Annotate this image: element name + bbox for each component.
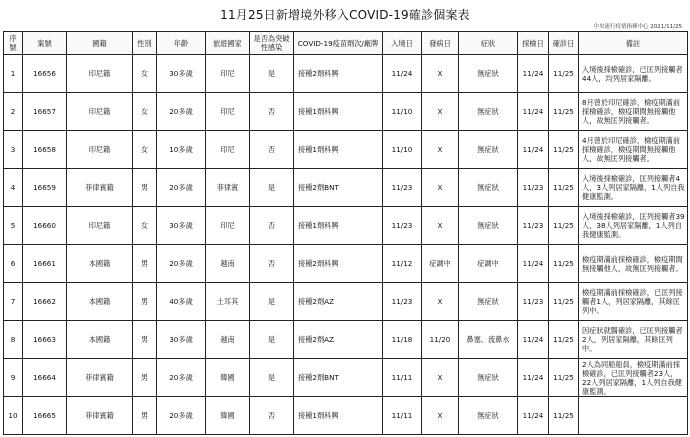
confirm-date-cell: 11/25	[549, 283, 579, 321]
test-date-cell: 11/24	[518, 321, 549, 359]
nationality-cell: 印尼籍	[67, 131, 133, 169]
onset-date-cell: X	[422, 169, 459, 207]
sex-cell: 男	[133, 283, 157, 321]
case-id-cell: 16661	[23, 245, 67, 283]
travel-country-cell: 印尼	[206, 131, 250, 169]
case-id-cell: 16660	[23, 207, 67, 245]
onset-date-cell: X	[422, 131, 459, 169]
case-id-cell: 16664	[23, 359, 67, 397]
sex-cell: 女	[133, 131, 157, 169]
symptom-cell: 無症狀	[459, 359, 518, 397]
sex-cell: 男	[133, 245, 157, 283]
column-header: 確診日	[549, 32, 579, 55]
age-cell: 30多歲	[157, 55, 206, 93]
column-header: 入境日	[383, 32, 422, 55]
sex-cell: 男	[133, 359, 157, 397]
test-date-cell: 11/24	[518, 93, 549, 131]
note-cell: 4月曾於印尼確診，檢疫期滿前採檢確診，檢疫期間無接觸他人，故無匡列接觸者。	[579, 131, 688, 169]
note-cell	[579, 397, 688, 435]
page-title: 11月25日新增境外移入COVID-19確診個案表	[220, 8, 470, 22]
symptom-cell: 無症狀	[459, 93, 518, 131]
vaccine-cell: 接種1劑科興	[294, 207, 383, 245]
test-date-cell: 11/24	[518, 131, 549, 169]
breakthrough-cell: 否	[250, 131, 294, 169]
seq-cell: 7	[4, 283, 23, 321]
symptom-cell: 無症狀	[459, 283, 518, 321]
source-note: 中央流行疫情指揮中心 2021/11/25	[593, 24, 682, 30]
note-cell: 8月曾於印尼確診，檢疫期滿前採檢確診，檢疫期間無接觸他人，故無匡列接觸者。	[579, 93, 688, 131]
note-cell: 檢疫期滿前採檢確診，檢疫期間無接觸他人，故無匡列接觸者。	[579, 245, 688, 283]
travel-country-cell: 越南	[206, 245, 250, 283]
table-row	[4, 359, 688, 397]
onset-date-cell: X	[422, 93, 459, 131]
entry-date-cell: 11/12	[383, 245, 422, 283]
age-cell: 20多歲	[157, 93, 206, 131]
onset-date-cell: X	[422, 283, 459, 321]
confirm-date-cell: 11/25	[549, 169, 579, 207]
table-row	[4, 283, 688, 321]
age-cell: 30多歲	[157, 321, 206, 359]
confirm-date-cell: 11/25	[549, 207, 579, 245]
seq-cell: 1	[4, 55, 23, 93]
column-header: COVID-19疫苗劑次/廠牌	[294, 32, 383, 55]
column-header: 是否為突破性感染	[250, 32, 294, 55]
note-cell: 入境後採檢確診，匡列接觸者39人，38人列居家隔離，1人列自我健康監測。	[579, 207, 688, 245]
nationality-cell: 印尼籍	[67, 207, 133, 245]
entry-date-cell: 11/10	[383, 93, 422, 131]
nationality-cell: 印尼籍	[67, 93, 133, 131]
column-header: 發病日	[422, 32, 459, 55]
nationality-cell: 菲律賓籍	[67, 169, 133, 207]
breakthrough-cell: 是	[250, 55, 294, 93]
age-cell: 20多歲	[157, 397, 206, 435]
sex-cell: 女	[133, 55, 157, 93]
vaccine-cell: 接種2劑科興	[294, 55, 383, 93]
column-header: 採檢日	[518, 32, 549, 55]
travel-country-cell: 土耳其	[206, 283, 250, 321]
entry-date-cell: 11/18	[383, 321, 422, 359]
symptom-cell: 無症狀	[459, 207, 518, 245]
note-cell: 2人為同船船員，檢疫期滿前採檢確診，已匡列接觸者23人，22人列居家隔離，1人列自我健康監測。	[579, 359, 688, 397]
age-cell: 20多歲	[157, 169, 206, 207]
vaccine-cell: 接種2劑AZ	[294, 283, 383, 321]
entry-date-cell: 11/24	[383, 55, 422, 93]
case-id-cell: 16658	[23, 131, 67, 169]
sex-cell: 男	[133, 169, 157, 207]
test-date-cell: 11/23	[518, 169, 549, 207]
test-date-cell: 11/24	[518, 55, 549, 93]
column-header: 備註	[579, 32, 688, 55]
table-row	[4, 55, 688, 93]
confirm-date-cell: 11/25	[549, 93, 579, 131]
column-header: 序號	[4, 32, 23, 55]
travel-country-cell: 越南	[206, 321, 250, 359]
sex-cell: 女	[133, 207, 157, 245]
age-cell: 10多歲	[157, 131, 206, 169]
table-row	[4, 321, 688, 359]
breakthrough-cell: 是	[250, 321, 294, 359]
breakthrough-cell: 是	[250, 283, 294, 321]
entry-date-cell: 11/11	[383, 397, 422, 435]
age-cell: 30多歲	[157, 207, 206, 245]
symptom-cell: 無症狀	[459, 131, 518, 169]
age-cell: 40多歲	[157, 283, 206, 321]
breakthrough-cell: 否	[250, 245, 294, 283]
breakthrough-cell: 是	[250, 359, 294, 397]
vaccine-cell: 接種1劑科興	[294, 93, 383, 131]
table-row	[4, 207, 688, 245]
case-id-cell: 16656	[23, 55, 67, 93]
onset-date-cell: X	[422, 359, 459, 397]
vaccine-cell: 接種1劑科興	[294, 131, 383, 169]
confirm-date-cell: 11/25	[549, 245, 579, 283]
breakthrough-cell: 否	[250, 207, 294, 245]
travel-country-cell: 韓國	[206, 359, 250, 397]
case-id-cell: 16663	[23, 321, 67, 359]
case-id-cell: 16665	[23, 397, 67, 435]
case-id-cell: 16659	[23, 169, 67, 207]
note-cell: 因症狀就醫確診，已匡列接觸者2人，列居家隔離，其餘匡列中。	[579, 321, 688, 359]
column-header: 性別	[133, 32, 157, 55]
seq-cell: 5	[4, 207, 23, 245]
sex-cell: 男	[133, 397, 157, 435]
onset-date-cell: 11/20	[422, 321, 459, 359]
travel-country-cell: 印尼	[206, 93, 250, 131]
sex-cell: 女	[133, 93, 157, 131]
confirm-date-cell: 11/25	[549, 359, 579, 397]
table-row	[4, 131, 688, 169]
entry-date-cell: 11/23	[383, 283, 422, 321]
table-row	[4, 397, 688, 435]
test-date-cell: 11/23	[518, 283, 549, 321]
vaccine-cell: 接種2劑BNT	[294, 359, 383, 397]
note-cell: 檢疫期滿前採檢確診，已匡列接觸者1人，列居家隔離，其餘匡列中。	[579, 283, 688, 321]
travel-country-cell: 印尼	[206, 55, 250, 93]
vaccine-cell: 接種1劑科興	[294, 397, 383, 435]
note-cell: 入境後採檢確診，已匡列接觸者44人，均列居家隔離。	[579, 55, 688, 93]
vaccine-cell: 接種2劑科興	[294, 245, 383, 283]
travel-country-cell: 韓國	[206, 397, 250, 435]
onset-date-cell: 症調中	[422, 245, 459, 283]
column-header: 症狀	[459, 32, 518, 55]
seq-cell: 6	[4, 245, 23, 283]
seq-cell: 9	[4, 359, 23, 397]
travel-country-cell: 菲律賓	[206, 169, 250, 207]
column-header: 年齡	[157, 32, 206, 55]
age-cell: 20多歲	[157, 245, 206, 283]
table-row	[4, 245, 688, 283]
confirm-date-cell: 11/25	[549, 397, 579, 435]
seq-cell: 4	[4, 169, 23, 207]
nationality-cell: 菲律賓籍	[67, 397, 133, 435]
test-date-cell: 11/23	[518, 207, 549, 245]
entry-date-cell: 11/10	[383, 131, 422, 169]
seq-cell: 2	[4, 93, 23, 131]
case-id-cell: 16662	[23, 283, 67, 321]
column-header: 案號	[23, 32, 67, 55]
breakthrough-cell: 是	[250, 169, 294, 207]
sex-cell: 男	[133, 321, 157, 359]
confirm-date-cell: 11/25	[549, 321, 579, 359]
case-table	[3, 31, 688, 435]
entry-date-cell: 11/23	[383, 207, 422, 245]
breakthrough-cell: 否	[250, 93, 294, 131]
breakthrough-cell: 否	[250, 397, 294, 435]
symptom-cell: 症調中	[459, 245, 518, 283]
column-header: 旅遊國家	[206, 32, 250, 55]
header-row	[4, 32, 688, 55]
case-id-cell: 16657	[23, 93, 67, 131]
age-cell: 20多歲	[157, 359, 206, 397]
onset-date-cell: X	[422, 397, 459, 435]
table-row	[4, 169, 688, 207]
test-date-cell: 11/24	[518, 359, 549, 397]
entry-date-cell: 11/23	[383, 169, 422, 207]
symptom-cell: 無症狀	[459, 169, 518, 207]
symptom-cell: 無症狀	[459, 55, 518, 93]
confirm-date-cell: 11/25	[549, 131, 579, 169]
table-header	[4, 32, 688, 55]
nationality-cell: 印尼籍	[67, 55, 133, 93]
entry-date-cell: 11/11	[383, 359, 422, 397]
vaccine-cell: 接種2劑AZ	[294, 321, 383, 359]
onset-date-cell: X	[422, 207, 459, 245]
vaccine-cell: 接種2劑BNT	[294, 169, 383, 207]
travel-country-cell: 印尼	[206, 207, 250, 245]
table-body	[4, 55, 688, 435]
column-header: 國籍	[67, 32, 133, 55]
nationality-cell: 菲律賓籍	[67, 359, 133, 397]
seq-cell: 8	[4, 321, 23, 359]
nationality-cell: 本國籍	[67, 283, 133, 321]
test-date-cell: 11/24	[518, 397, 549, 435]
seq-cell: 10	[4, 397, 23, 435]
onset-date-cell: X	[422, 55, 459, 93]
symptom-cell: 鼻塞、流鼻水	[459, 321, 518, 359]
confirm-date-cell: 11/25	[549, 55, 579, 93]
nationality-cell: 本國籍	[67, 321, 133, 359]
seq-cell: 3	[4, 131, 23, 169]
table-row	[4, 93, 688, 131]
note-cell: 入境後採檢確診，匡列接觸者4人，3人列居家隔離，1人列自我健康監測。	[579, 169, 688, 207]
test-date-cell: 11/24	[518, 245, 549, 283]
symptom-cell: 無症狀	[459, 397, 518, 435]
nationality-cell: 本國籍	[67, 245, 133, 283]
